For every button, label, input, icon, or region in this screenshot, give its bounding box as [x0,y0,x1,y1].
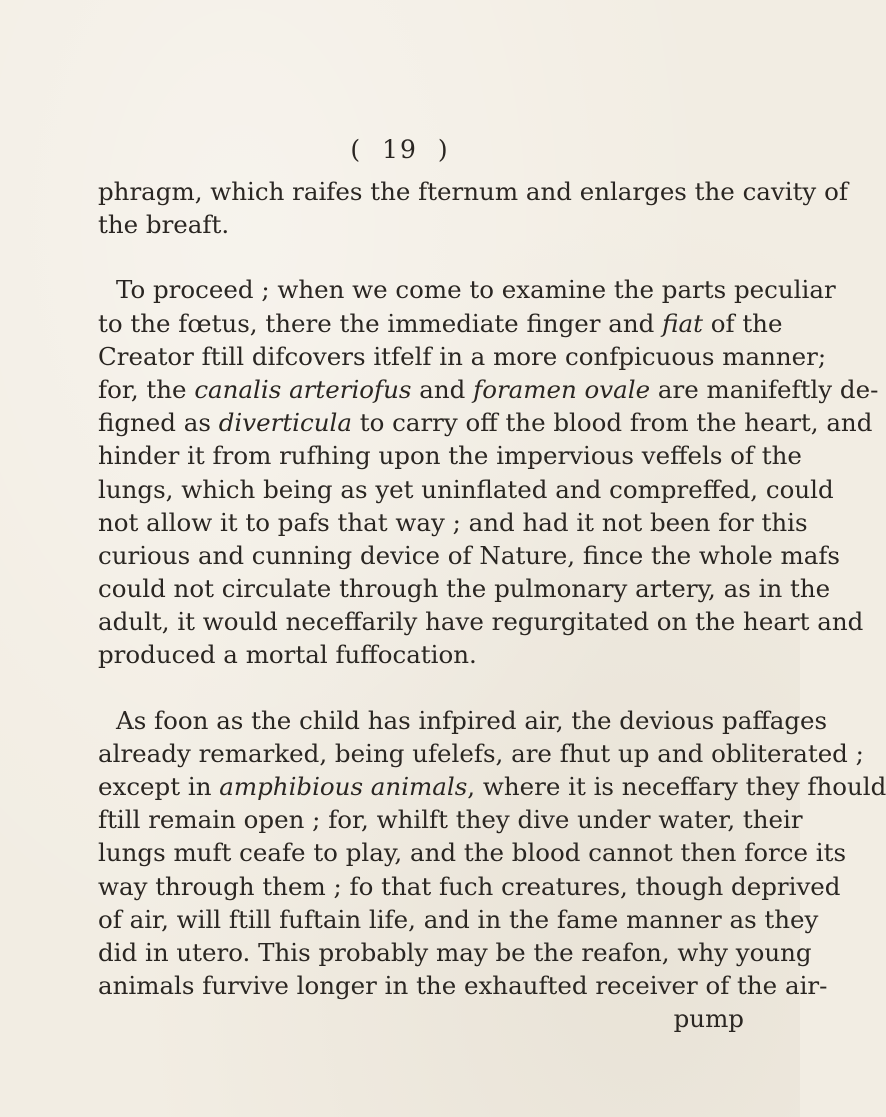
text-line [98,208,744,241]
text-line [98,737,864,770]
paragraph-gap [98,672,744,704]
body-text [98,175,886,1036]
text-run: could not circulate through the pulmonary artery, as in the [98,574,831,604]
text-line [98,273,836,306]
text-run: for, the [98,374,195,404]
text-run: are manifeftly de- [650,374,879,404]
text-line [98,704,828,737]
text-line [98,969,828,1002]
text-run: To proceed ; when we come to examine the parts peculiar [116,275,836,305]
page-number-value: 19 [382,135,418,164]
text-run: not allow it to pafs that way ; and had it not been for this [98,507,808,537]
text-line [98,803,803,836]
italic-term: foramen ovale [473,374,651,404]
text-run: and [411,374,474,404]
catchword [98,1002,744,1035]
text-run: lungs, which being as yet uninflated and compreffed, could [98,474,834,504]
paragraph [98,704,886,1003]
text-line [98,439,802,472]
text-run: adult, it would neceffarily have regurgitated on the heart and [98,607,864,637]
text-run: to carry off the blood from the heart, and [351,408,873,438]
text-line [98,605,864,638]
text-line [98,572,831,605]
paragraph [98,273,879,671]
text-run: of air, will ftill fuftain life, and in the fame manner as they [98,904,819,934]
text-line [98,770,886,803]
text-run: ftill remain open ; for, whilft they dive under water, their [98,805,803,835]
text-run: curious and cunning device of Nature, fince the whole mafs [98,540,841,570]
text-run: lungs muft ceafe to play, and the blood cannot then force its [98,838,847,868]
catchword-text: pump [673,1004,744,1034]
text-run: animals furvive longer in the exhaufted receiver of the air- [98,971,828,1001]
text-line [98,473,834,506]
text-run: the breaft. [98,210,230,240]
text-line [98,373,879,406]
text-run: of the [702,308,783,338]
text-run: , where it is neceffary they fhould [467,772,886,801]
text-run: Creator ftill difcovers itfelf in a more confpicuous manner; [98,341,827,371]
text-run: already remarked, being ufelefs, are fhut up and obliterated ; [98,738,864,768]
text-run: to the fœtus, there the immediate finger and [98,308,663,338]
italic-term: amphibious animals [219,772,468,801]
text-run: except in [98,772,220,801]
page-number [0,135,800,164]
text-run: figned as [98,408,219,438]
italic-term: diverticula [218,408,352,438]
text-line [98,903,819,936]
text-line [98,175,848,208]
text-run: produced a mortal fuffocation. [98,640,477,670]
text-line [98,836,847,869]
text-line [98,307,783,340]
italic-term: canalis arteriofus [194,374,412,404]
text-run: As foon as the child has infpired air, the devious paffages [116,705,828,735]
page-number-open-paren: ( [350,135,363,164]
text-line [98,936,812,969]
text-run: hinder it from rufhing upon the impervious veffels of the [98,441,802,471]
text-line [98,870,841,903]
paragraph [98,175,848,241]
text-run: did in utero. This probably may be the reafon, why young [98,937,812,967]
text-line [98,406,873,439]
paragraph-gap [98,241,744,273]
text-line [98,340,827,373]
page-number-close-paren: ) [437,135,450,164]
text-run: way through them ; fo that fuch creatures, though deprived [98,871,841,901]
text-line [98,638,744,671]
text-line [98,506,808,539]
text-run: phragm, which raifes the fternum and enlarges the cavity of [98,177,848,206]
text-line [98,539,841,572]
italic-term: fiat [662,308,703,338]
